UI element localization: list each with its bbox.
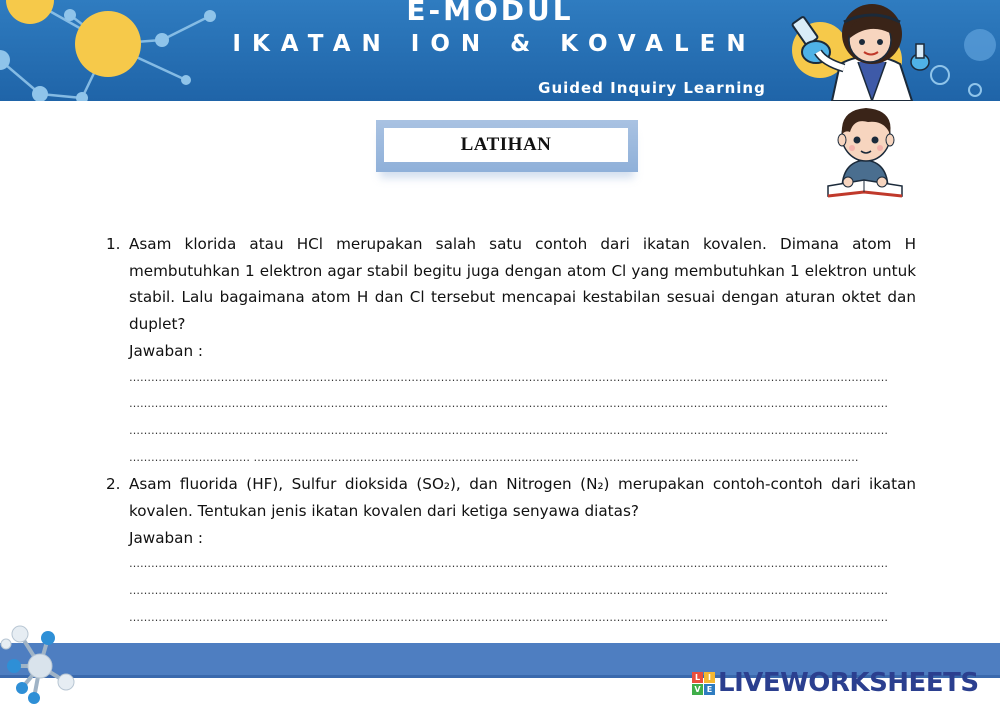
question-text: Asam klorida atau HCl merupakan salah satu contoh dari ikatan kovalen. Dimana atom H membutuhkan 1 elektron agar stabil begitu juga dengan atom Cl yang membutuhkan 1 elektron untuk stabil. Lalu bagaimana atom H dan Cl tersebut mencapai kestabilan sesuai dengan aturan oktet dan duplet?: [129, 235, 916, 334]
question-item-1: [100, 231, 916, 471]
question-list: [100, 231, 916, 631]
answer-input[interactable]: [129, 365, 912, 392]
answer-input[interactable]: [129, 551, 912, 578]
answer-dots: ………………………………………………………………………………………………………………………………………………………………………………………: [129, 584, 888, 598]
answer-input[interactable]: [129, 445, 912, 472]
molecule-model-icon: [0, 604, 90, 707]
reading-boy-icon: [824, 104, 906, 198]
answer-input[interactable]: [129, 605, 912, 632]
answer-dots: ………………………………………………………………………………………………………………………………………………………………………………………: [129, 423, 888, 437]
section-heading-frame: [376, 120, 638, 172]
answer-label: Jawaban :: [129, 341, 204, 360]
answer-input[interactable]: [129, 391, 912, 418]
answer-label: Jawaban :: [129, 528, 204, 547]
answer-line[interactable]: [129, 418, 916, 445]
answer-line[interactable]: [129, 578, 916, 605]
answer-dots: ………………………………………………………………………………………………………………………………………………………………………………………: [129, 397, 888, 411]
answer-line[interactable]: [129, 391, 916, 418]
answer-input[interactable]: [129, 578, 912, 605]
logo-letter: L: [692, 672, 703, 683]
banner-subtitle: IKATAN ION & KOVALEN: [232, 31, 757, 57]
logo-letter: E: [704, 684, 715, 695]
answer-line[interactable]: [129, 445, 916, 472]
liveworksheets-mark-icon: [692, 672, 715, 695]
logo-text: LIVEWORKSHEETS: [718, 668, 979, 698]
header-banner: [0, 0, 1000, 101]
answer-dots: ………………………………………………………………………………………………………………………………………………………………………………………: [129, 557, 888, 571]
answer-dots: ………………………………………………………………………………………………………………………………………………………………………………………: [129, 370, 888, 384]
liveworksheets-logo[interactable]: [692, 668, 979, 698]
question-item-2: [100, 471, 916, 631]
question-text: Asam fluorida (HF), Sulfur dioksida (SO₂), dan Nitrogen (N₂) merupakan contoh-contoh dari ikatan kovalen. Tentukan jenis ikatan kovalen dari ketiga senyawa diatas?: [129, 475, 916, 520]
answer-dots: ………………………………………………………………………………………………………………………………………………………………………………………: [129, 610, 888, 624]
logo-letter: V: [692, 684, 703, 695]
answer-line[interactable]: [129, 365, 916, 392]
question-number: 1.: [106, 235, 121, 253]
scientist-girl-icon: [740, 0, 960, 101]
logo-letter: I: [704, 672, 715, 683]
banner-title: E-MODUL: [406, 0, 574, 27]
answer-line[interactable]: [129, 605, 916, 632]
answer-input[interactable]: [129, 418, 912, 445]
banner-tagline: Guided Inquiry Learning: [538, 79, 766, 97]
answer-line[interactable]: [129, 551, 916, 578]
question-number: 2.: [106, 475, 121, 494]
answer-dots: …………………………… …………………………………………………………………………………………………………………………………………………: [129, 450, 859, 464]
section-heading: LATIHAN: [384, 128, 628, 162]
